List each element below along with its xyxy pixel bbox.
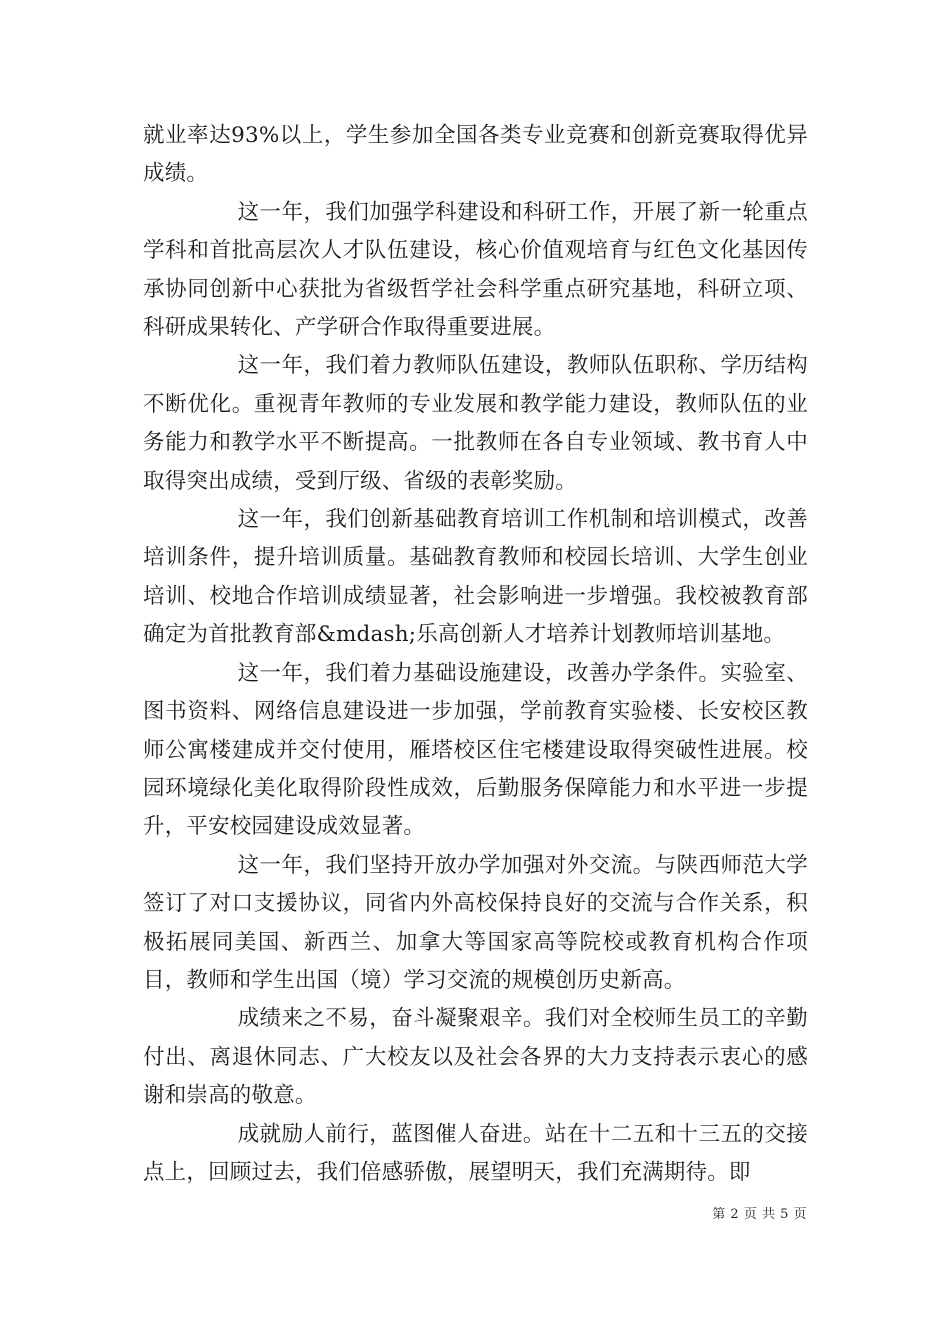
paragraph-gratitude: 成绩来之不易，奋斗凝聚艰辛。我们对全校师生员工的辛勤付出、离退休同志、广大校友以及社会各界的大力支持表示衷心的感谢和崇高的敬意。 xyxy=(143,1006,808,1109)
paragraph-infrastructure: 这一年，我们着力基础设施建设，改善办学条件。实验室、图书资料、网络信息建设进一步加强，学前教育实验楼、长安校区教师公寓楼建成并交付使用，雁塔校区住宅楼建设取得突破性进展。校园环境绿化美化取得阶段性成效，后勤服务保障能力和水平进一步提升，平安校园建设成效显著。 xyxy=(143,660,808,840)
paragraph-outlook: 成就励人前行，蓝图催人奋进。站在十二五和十三五的交接点上，回顾过去，我们倍感骄傲，展望明天，我们充满期待。即 xyxy=(143,1121,808,1185)
paragraph-research: 这一年，我们加强学科建设和科研工作，开展了新一轮重点学科和首批高层次人才队伍建设，核心价值观培育与红色文化基因传承协同创新中心获批为省级哲学社会科学重点研究基地，科研立项、科研成果转化、产学研合作取得重要进展。 xyxy=(143,199,808,341)
document-body xyxy=(143,117,808,1192)
paragraph-employment: 就业率达93%以上，学生参加全国各类专业竞赛和创新竞赛取得优异成绩。 xyxy=(143,123,808,187)
paragraph-training: 这一年，我们创新基础教育培训工作机制和培训模式，改善培训条件，提升培训质量。基础教育教师和校园长培训、大学生创业培训、校地合作培训成绩显著，社会影响进一步增强。我校被教育部确定为首批教育部&mdash;乐高创新人才培养计划教师培训基地。 xyxy=(143,507,808,648)
paragraph-faculty: 这一年，我们着力教师队伍建设，教师队伍职称、学历结构不断优化。重视青年教师的专业发展和教学能力建设，教师队伍的业务能力和教学水平不断提高。一批教师在各自专业领域、教书育人中取得突出成绩，受到厅级、省级的表彰奖励。 xyxy=(143,353,808,494)
paragraph-exchange: 这一年，我们坚持开放办学加强对外交流。与陕西师范大学签订了对口支援协议，同省内外高校保持良好的交流与合作关系，积极拓展同美国、新西兰、加拿大等国家高等院校或教育机构合作项目，教师和学生出国（境）学习交流的规模创历史新高。 xyxy=(143,852,808,993)
page-number-label: 第 2 页 共 5 页 xyxy=(712,1207,807,1222)
page-number-footer xyxy=(712,1203,807,1222)
